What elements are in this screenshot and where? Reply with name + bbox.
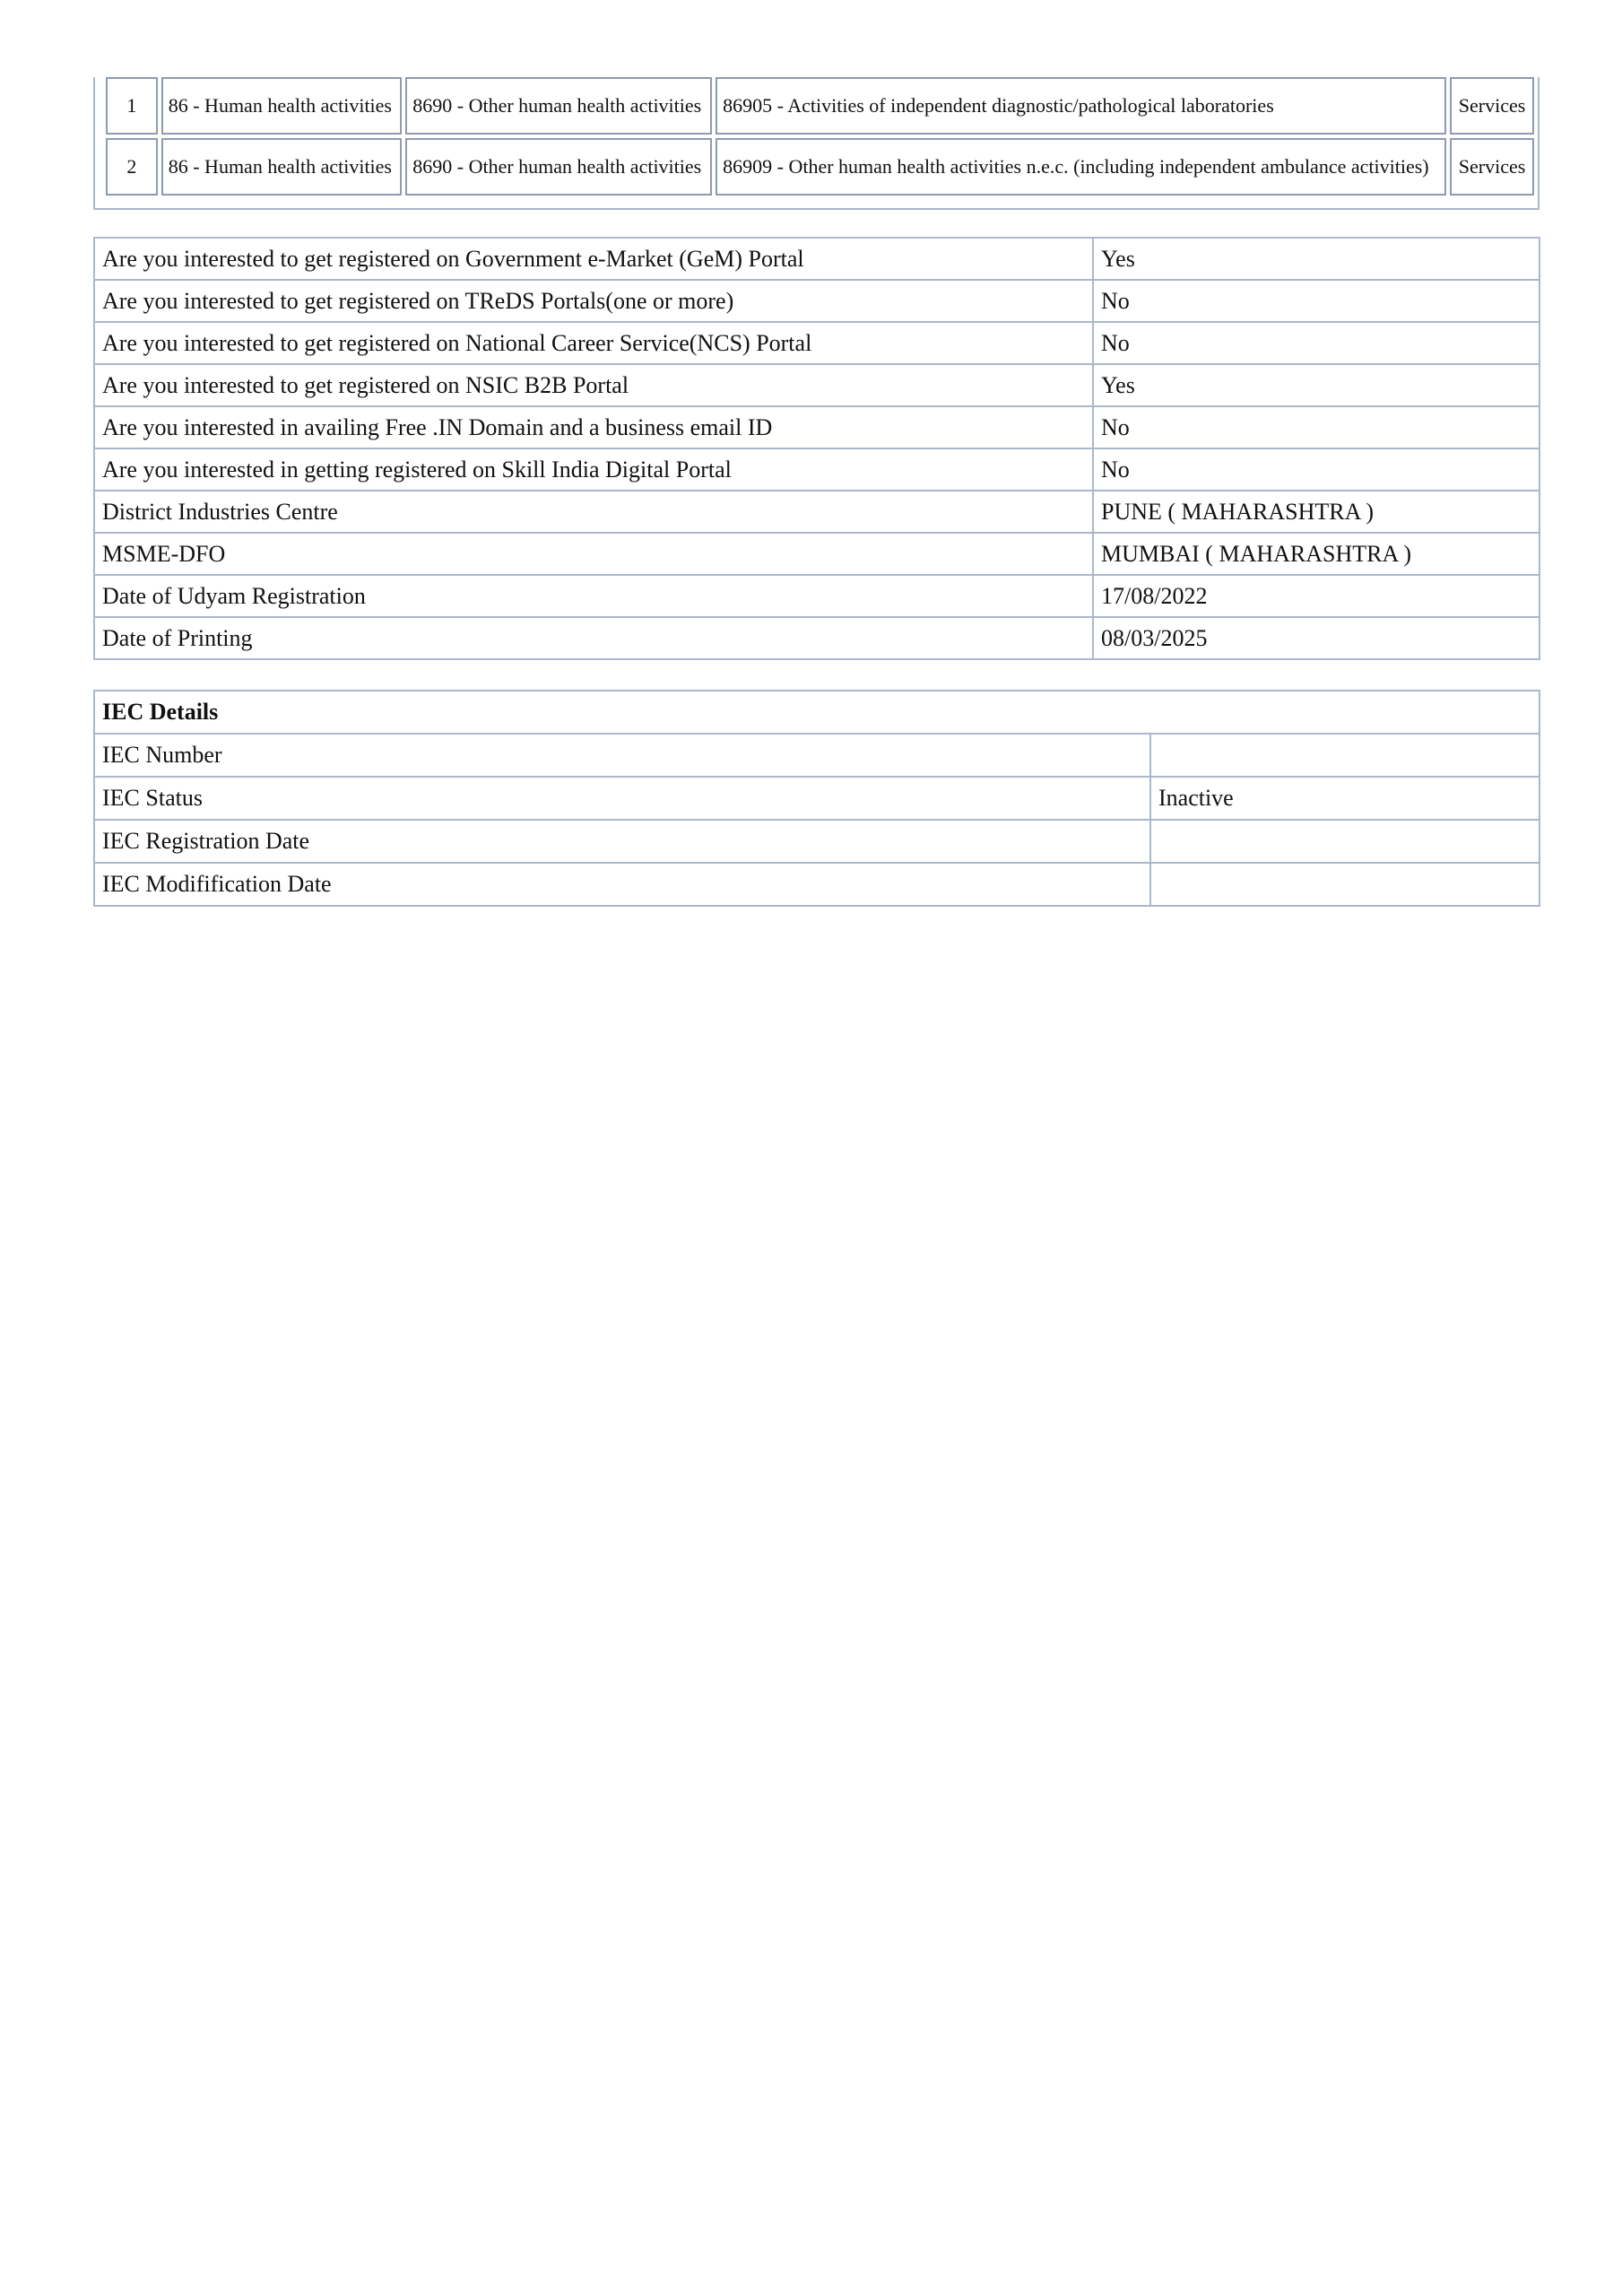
detail-value: No (1093, 322, 1540, 364)
nic-2-digit-cell: 86 - Human health activities (161, 138, 403, 196)
iec-value (1150, 863, 1540, 906)
detail-label: MSME-DFO (94, 533, 1093, 575)
detail-label: Date of Printing (94, 617, 1093, 659)
table-row (94, 820, 1540, 863)
table-row (106, 138, 1534, 196)
iec-details-table (93, 690, 1540, 907)
nic-activity-cell: Services (1450, 77, 1534, 135)
table-row (94, 617, 1540, 659)
table-row (94, 491, 1540, 533)
detail-value: MUMBAI ( MAHARASHTRA ) (1093, 533, 1540, 575)
iec-label: IEC Status (94, 777, 1150, 820)
nic-activity-table (102, 74, 1538, 199)
table-row (94, 364, 1540, 406)
iec-value (1150, 734, 1540, 777)
detail-value: No (1093, 406, 1540, 448)
table-row (94, 691, 1540, 734)
table-row (94, 448, 1540, 491)
table-row (94, 280, 1540, 322)
nic-sno-cell: 2 (106, 138, 158, 196)
detail-label: Are you interested to get registered on NSIC B2B Portal (94, 364, 1093, 406)
detail-label: District Industries Centre (94, 491, 1093, 533)
table-row (94, 238, 1540, 280)
iec-label: IEC Modifification Date (94, 863, 1150, 906)
nic-5-digit-cell: 86909 - Other human health activities n.e.c. (including independent ambulance activities) (716, 138, 1446, 196)
iec-label: IEC Registration Date (94, 820, 1150, 863)
detail-value: 17/08/2022 (1093, 575, 1540, 617)
detail-value: No (1093, 280, 1540, 322)
iec-label: IEC Number (94, 734, 1150, 777)
detail-label: Are you interested to get registered on National Career Service(NCS) Portal (94, 322, 1093, 364)
table-row (94, 863, 1540, 906)
nic-4-digit-cell: 8690 - Other human health activities (405, 77, 712, 135)
detail-label: Are you interested in availing Free .IN Domain and a business email ID (94, 406, 1093, 448)
table-row (94, 777, 1540, 820)
detail-value: PUNE ( MAHARASHTRA ) (1093, 491, 1540, 533)
nic-activity-section (93, 77, 1540, 210)
nic-5-digit-cell: 86905 - Activities of independent diagnostic/pathological laboratories (716, 77, 1446, 135)
table-row (94, 734, 1540, 777)
nic-activity-cell: Services (1450, 138, 1534, 196)
iec-heading: IEC Details (94, 691, 1540, 734)
detail-label: Date of Udyam Registration (94, 575, 1093, 617)
iec-value (1150, 820, 1540, 863)
detail-label: Are you interested in getting registered on Skill India Digital Portal (94, 448, 1093, 491)
detail-value: Yes (1093, 238, 1540, 280)
nic-4-digit-cell: 8690 - Other human health activities (405, 138, 712, 196)
iec-value: Inactive (1150, 777, 1540, 820)
table-row (94, 406, 1540, 448)
table-row (94, 575, 1540, 617)
table-row (106, 77, 1534, 135)
nic-sno-cell: 1 (106, 77, 158, 135)
detail-value: Yes (1093, 364, 1540, 406)
detail-value: No (1093, 448, 1540, 491)
registration-details-table (93, 237, 1540, 660)
detail-value: 08/03/2025 (1093, 617, 1540, 659)
table-row (94, 533, 1540, 575)
table-row (94, 322, 1540, 364)
detail-label: Are you interested to get registered on TReDS Portals(one or more) (94, 280, 1093, 322)
nic-2-digit-cell: 86 - Human health activities (161, 77, 403, 135)
detail-label: Are you interested to get registered on Government e-Market (GeM) Portal (94, 238, 1093, 280)
